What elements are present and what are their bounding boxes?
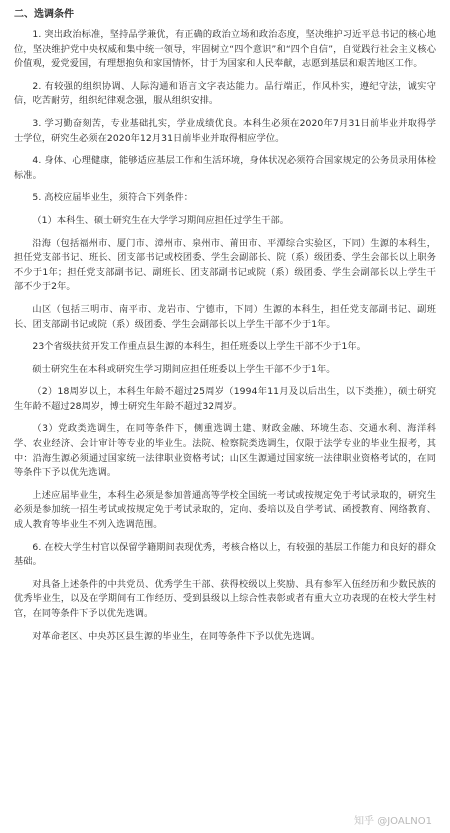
watermark: 知乎 @JOALNO1 <box>354 816 432 827</box>
paragraph-5-1: （1）本科生、硕士研究生在大学学习期间应担任过学生干部。 <box>32 214 290 226</box>
paragraph-2: 2. 有较强的组织协调、人际沟通和语言文字表达能力。品行端正，作风朴实，遵纪守法，诚实守信，吃苦耐劳，组织纪律观念强，服从组织安排。 <box>14 80 436 107</box>
paragraph-old-revolutionary: 对革命老区、中央苏区县生源的毕业生，在同等条件下予以优先选调。 <box>32 630 321 642</box>
paragraph-5-2: （2）18周岁以上，本科生年龄不超过25周岁（1994年11月及以后出生，以下类推），硕士研究生年龄不超过28周岁，博士研究生年龄不超过32周岁。 <box>14 386 436 412</box>
paragraph-6: 6. 在校大学生村官以保留学籍期间表现优秀，考核合格以上，有较强的基层工作能力和良好的群众基础。 <box>14 541 436 568</box>
paragraph-priority: 对具备上述条件的中共党员、优秀学生干部、获得校级以上奖励、具有参军入伍经历和少数民族的优秀毕业生，以及在学期间有工作经历、受到县级以上综合性表彰或者有重大立功表现的在校大学生村官，在同等条件下予以优先选调。 <box>14 578 436 619</box>
paragraph-graduates-note: 上述应届毕业生，本科生必须是参加普通高等学校全国统一考试或按规定免于考试录取的，研究生必须是参加统一招生考试或按规定免于考试录取的，定向、委培以及自学考试、函授教育、网络教育、成人教育等毕业生不列入选调范围。 <box>14 489 436 531</box>
paragraph-5-3: （3）党政类选调生，在同等条件下，侧重选调土建、财政金融、环境生态、交通水利、海洋科学、农业经济、会计审计等专业的毕业生。法院、检察院类选调生，仅限于法学专业的毕业生报考，其中：沿海生源必须通过国家统一法律职业资格考试；山区生源通过国家统一法律职业资格考试的，在同等条件下予以优先选调。 <box>14 423 436 479</box>
paragraph-coastal: 沿海（包括福州市、厦门市、漳州市、泉州市、莆田市、平潭综合实验区，下同）生源的本科生，担任党支部书记、班长、团支部书记或校团委、学生会副部长、院（系）级团委、学生会部长以上职务不少于1年；担任党支部副书记、副班长、团支部副书记或院（系）级团委、学生会副部长以上学生干部不少于2年。 <box>14 237 436 293</box>
paragraph-poverty-county: 23个省级扶贫开发工作重点县生源的本科生，担任班委以上学生干部不少于1年。 <box>32 341 366 353</box>
paragraph-3: 3. 学习勤奋刻苦，专业基础扎实，学业成绩优良。本科生必须在2020年7月31日前毕业并取得学士学位，研究生必须在2020年12月31日前毕业并取得相应学位。 <box>14 117 436 144</box>
paragraph-5: 5. 高校应届毕业生，须符合下列条件： <box>32 192 193 204</box>
paragraph-mountain: 山区（包括三明市、南平市、龙岩市、宁德市，下同）生源的本科生，担任党支部副书记、副班长、团支部副书记或院（系）级团委、学生会副部长以上学生干部不少于1年。 <box>14 303 436 330</box>
paragraph-4: 4. 身体、心理健康，能够适应基层工作和生活环境，身体状况必须符合国家规定的公务员录用体检标准。 <box>14 155 436 181</box>
section-heading: 二、选调条件 <box>14 9 74 20</box>
paragraph-graduate: 硕士研究生在本科或研究生学习期间应担任班委以上学生干部不少于1年。 <box>32 363 336 375</box>
paragraph-1: 1. 突出政治标准，坚持品学兼优，有正确的政治立场和政治态度，坚决维护习近平总书记的核心地位，坚决维护党中央权威和集中统一领导，牢固树立“四个意识”和“四个自信”，自觉践行社会主义核心价值观，爱党爱国，有理想抱负和家国情怀，甘于为国家和人民奉献，志愿到基层和艰苦地区工作。 <box>14 29 436 70</box>
